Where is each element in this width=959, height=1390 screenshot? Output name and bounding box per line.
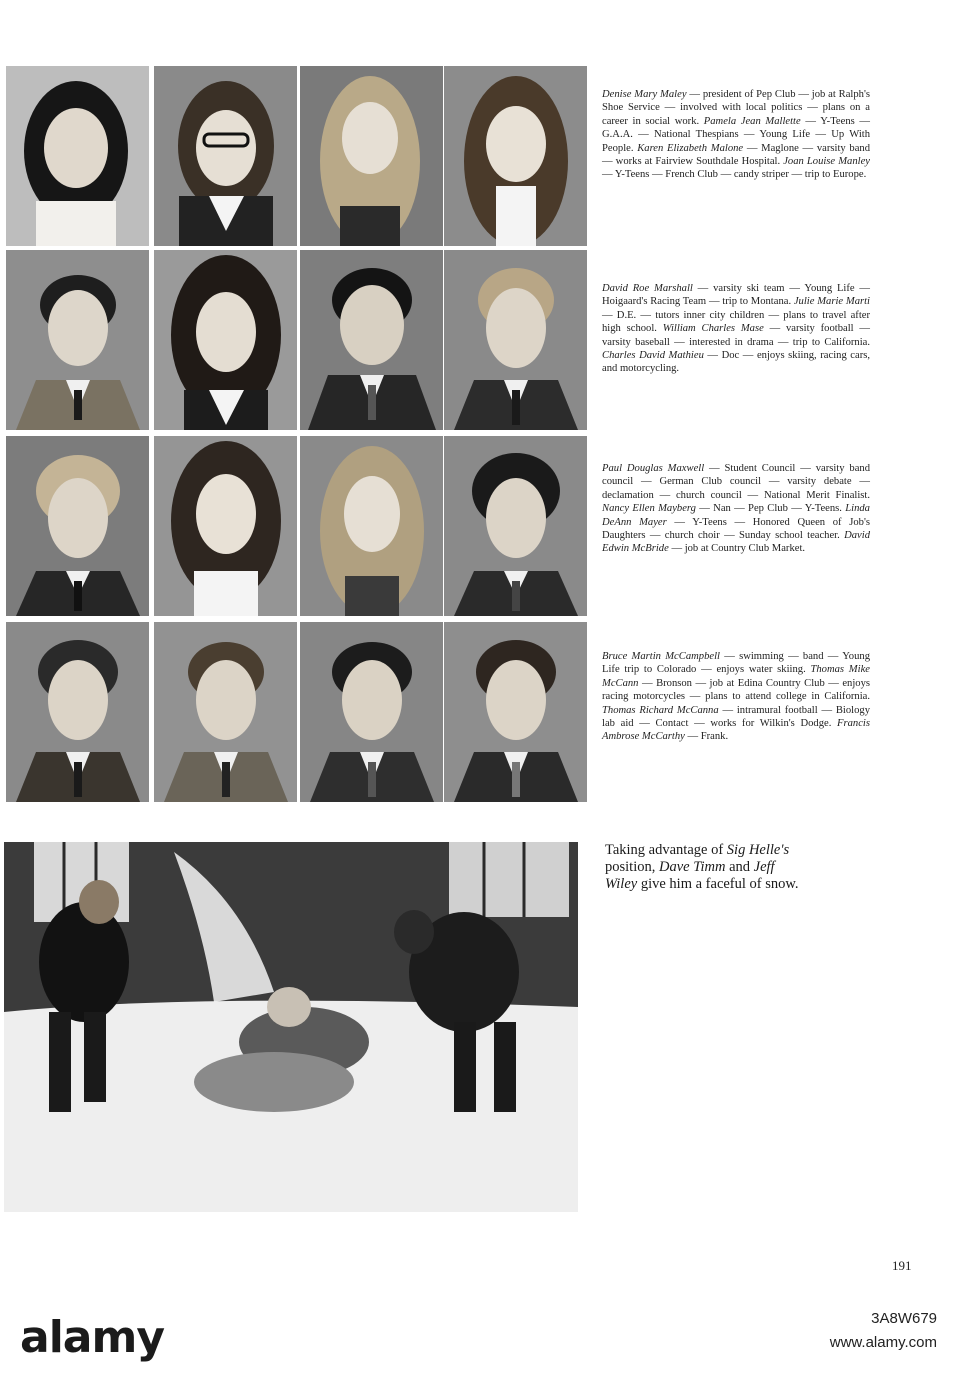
- student-activities: — Frank.: [684, 731, 729, 743]
- student-activities: — D.E. — tutors inner city children — plans to travel after high school.: [602, 309, 870, 335]
- portrait-nancy-mayberg: [154, 436, 297, 616]
- student-name: Francis Ambrose McCarthy: [602, 718, 870, 743]
- student-activities: — Bronson — job at Edina Country Club — enjoys racing motorcycles — plans to attend college in California.: [602, 677, 870, 703]
- student-name: Nancy Ellen Mayberg: [602, 503, 696, 515]
- portrait-david-marshall: [6, 250, 149, 430]
- portrait-julie-marti: [154, 250, 297, 430]
- portrait-joan-manley: [444, 66, 587, 246]
- student-activities: — swimming — band — Young Life trip to Colorado — enjoys water skiing.: [602, 651, 870, 676]
- student-name: Karen Elizabeth Malone: [637, 142, 744, 154]
- portrait-thomas-mike-mccann: [154, 622, 297, 802]
- portrait-paul-maxwell: [6, 436, 149, 616]
- caption-block-row-1: [602, 88, 870, 182]
- student-name: Charles David Mathieu: [602, 350, 704, 362]
- portrait-denise-maley: [6, 66, 149, 246]
- alamy-logo: alamy: [20, 1312, 164, 1363]
- portrait-pamela-mallette: [154, 66, 297, 246]
- caption-block-row-4: [602, 650, 870, 744]
- caption-text: position,: [605, 859, 659, 875]
- student-name: Pamela Jean Mallette: [703, 115, 801, 127]
- student-activities: — Doc — enjoys skiing, racing cars, and motorcycling.: [602, 350, 870, 375]
- student-name: Julie Marie Marti: [793, 296, 871, 308]
- portrait-karen-malone: [300, 66, 443, 246]
- portrait-william-mase: [300, 250, 443, 430]
- caption-text: and: [725, 859, 754, 875]
- portrait-charles-mathieu: [444, 250, 587, 430]
- student-activities: — Y-Teens — G.A.A. — National Thespians — Young Life — Up With People.: [602, 115, 870, 154]
- student-name: David Roe Marshall: [602, 283, 693, 294]
- caption-text: Taking advantage of: [605, 842, 727, 858]
- portrait-bruce-mccampbell: [6, 622, 149, 802]
- student-activities: — intramural football — Biology lab aid — Contact — works for Wilkin's Dodge.: [602, 704, 870, 730]
- student-activities: — Nan — Pep Club — Y-Teens.: [695, 503, 846, 515]
- page-number: 191: [892, 1258, 912, 1273]
- student-activities: — varsity football — varsity baseball — interested in drama — trip to California.: [602, 323, 870, 348]
- student-name: Denise Mary Maley: [602, 89, 687, 100]
- student-name: Paul Douglas Maxwell: [602, 463, 705, 474]
- site-url[interactable]: www.alamy.com: [829, 1334, 937, 1351]
- student-name: Thomas Mike McCann: [602, 664, 870, 689]
- portrait-francis-mccarthy: [444, 622, 587, 802]
- portrait-linda-mayer: [300, 436, 443, 616]
- student-activities: — varsity ski team — Young Life — Hoigaard's Racing Team — trip to Montana.: [602, 283, 871, 308]
- caption-block-row-2: [602, 282, 870, 376]
- portrait-david-mcbride: [444, 436, 587, 616]
- student-activities: — Y-Teens — Honored Queen of Job's Daughters — church choir — Sunday school teacher.: [602, 516, 870, 542]
- student-name: David Edwin McBride: [602, 530, 870, 555]
- portrait-thomas-richard-mccanna: [300, 622, 443, 802]
- caption-name: Dave Timm: [658, 859, 726, 875]
- image-id: 3A8W679: [871, 1310, 937, 1327]
- student-activities: — president of Pep Club — job at Ralph's Shoe Service — involved with local politics — plans on a career in social work.: [602, 89, 870, 127]
- student-name: Bruce Martin McCampbell: [602, 651, 720, 662]
- student-activities: — Y-Teens — French Club — candy striper — trip to Europe.: [602, 169, 867, 181]
- student-name: Thomas Richard McCanna: [602, 704, 719, 716]
- student-activities: — Maglone — varsity band — works at Fairview Southdale Hospital.: [602, 142, 870, 168]
- caption-text: give him a faceful of snow.: [637, 876, 799, 892]
- student-name: William Charles Mase: [662, 323, 764, 335]
- caption-block-row-3: [602, 462, 870, 556]
- photo-caption: [605, 842, 805, 893]
- stock-footer: [0, 1300, 959, 1390]
- student-name: Linda DeAnn Mayer: [602, 503, 870, 528]
- student-activities: — Student Council — varsity band council — German Club council — varsity debate — declamation — church council — National Merit Finalist.: [602, 463, 871, 501]
- caption-name: Sig Helle's: [726, 842, 790, 858]
- snowball-fight-photo: [4, 842, 578, 1212]
- student-name: Joan Louise Manley: [783, 156, 870, 168]
- caption-name: Jeff Wiley: [605, 859, 775, 892]
- student-activities: — job at Country Club Market.: [668, 543, 806, 555]
